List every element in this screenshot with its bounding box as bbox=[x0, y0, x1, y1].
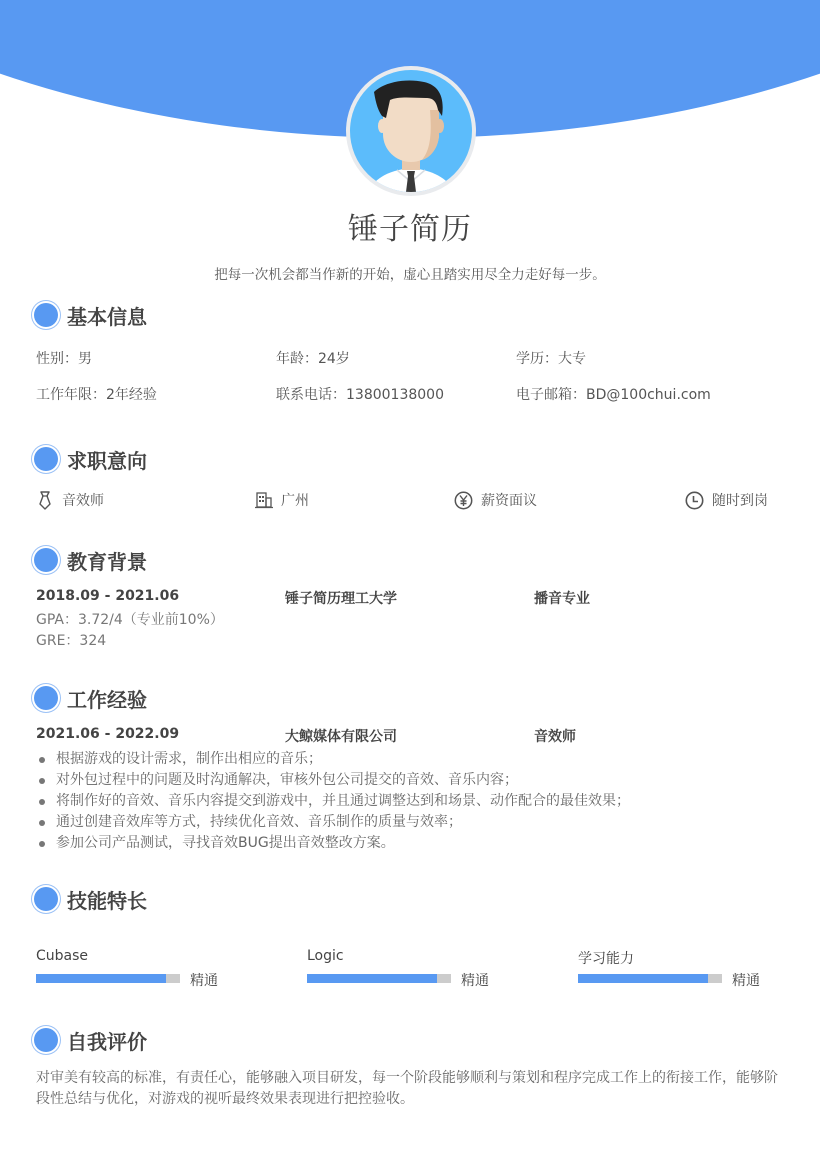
skill-item bbox=[307, 948, 527, 990]
intent-label: 广州 bbox=[281, 493, 309, 509]
work-position: 音效师 bbox=[534, 729, 576, 745]
list-item: 通过创建音效库等方式，持续优化音效、音乐制作的质量与效率； bbox=[36, 812, 796, 833]
section-bullet-icon bbox=[34, 548, 58, 572]
clock-icon bbox=[685, 491, 704, 510]
section-bullet-icon bbox=[34, 1028, 58, 1052]
work-entry bbox=[36, 726, 796, 854]
section-title: 教育背景 bbox=[67, 549, 147, 574]
intent-availability bbox=[685, 490, 768, 510]
info-row bbox=[36, 384, 796, 420]
skill-name: 学习能力 bbox=[578, 951, 634, 967]
skill-progress-bar bbox=[578, 974, 722, 983]
intent-position bbox=[36, 490, 104, 510]
education-major: 播音专业 bbox=[534, 591, 590, 607]
work-period: 2021.06 - 2022.09 bbox=[36, 726, 180, 742]
person-avatar-icon bbox=[350, 70, 472, 192]
age-field: 年龄：24岁 bbox=[276, 351, 350, 367]
info-row bbox=[36, 348, 796, 384]
list-item: 参加公司产品测试，寻找音效BUG提出音效整改方案。 bbox=[36, 833, 796, 854]
intent-city bbox=[255, 490, 309, 510]
intent-label: 随时到岗 bbox=[712, 493, 768, 509]
skill-item bbox=[578, 948, 798, 990]
intent-label: 薪资面议 bbox=[481, 493, 537, 509]
skill-name: Logic bbox=[307, 948, 344, 964]
section-bullet-icon bbox=[34, 303, 58, 327]
tie-icon bbox=[36, 490, 54, 510]
email-field: 电子邮箱：BD@100chui.com bbox=[516, 387, 711, 403]
section-header-job-intent bbox=[33, 446, 147, 472]
list-item: 对外包过程中的问题及时沟通解决，审核外包公司提交的音效、音乐内容； bbox=[36, 770, 796, 791]
resume-motto: 把每一次机会都当作新的开始，虚心且踏实用尽全力走好每一步。 bbox=[214, 267, 606, 283]
building-icon bbox=[255, 491, 273, 509]
list-item: 将制作好的音效、音乐内容提交到游戏中，并且通过调整达到和场景、动作配合的最佳效果； bbox=[36, 791, 796, 812]
work-years-field: 工作年限：2年经验 bbox=[36, 387, 157, 403]
education-gre: GRE：324 bbox=[36, 633, 107, 649]
skill-name: Cubase bbox=[36, 948, 89, 964]
skill-level: 精通 bbox=[732, 973, 760, 989]
section-bullet-icon bbox=[34, 887, 58, 911]
intent-label: 音效师 bbox=[62, 493, 104, 509]
section-bullet-icon bbox=[34, 447, 58, 471]
section-title: 技能特长 bbox=[67, 888, 147, 913]
education-gpa: GPA：3.72/4（专业前10%） bbox=[36, 612, 224, 628]
skill-progress-bar bbox=[36, 974, 180, 983]
job-intent-row bbox=[36, 490, 776, 512]
section-title: 基本信息 bbox=[67, 304, 147, 329]
resume-title: 锤子简历 bbox=[348, 212, 472, 247]
skill-item bbox=[36, 948, 256, 990]
section-header-skills bbox=[33, 886, 147, 912]
skill-level: 精通 bbox=[190, 973, 218, 989]
section-bullet-icon bbox=[34, 686, 58, 710]
basic-info-grid bbox=[36, 348, 796, 420]
education-school: 锤子简历理工大学 bbox=[285, 591, 397, 607]
list-item: 根据游戏的设计需求，制作出相应的音乐； bbox=[36, 749, 796, 770]
section-header-work bbox=[33, 685, 147, 711]
yen-icon bbox=[454, 491, 473, 510]
section-header-self-eval bbox=[33, 1027, 147, 1053]
skill-progress-bar bbox=[307, 974, 451, 983]
education-period: 2018.09 - 2021.06 bbox=[36, 588, 180, 604]
skill-level: 精通 bbox=[461, 973, 489, 989]
phone-field: 联系电话：13800138000 bbox=[276, 387, 444, 403]
section-title: 自我评价 bbox=[67, 1029, 147, 1054]
self-evaluation-text: 对审美有较高的标准，有责任心，能够融入项目研发，每一个阶段能够顺利与策划和程序完成工作上的衔接工作，能够阶段性总结与优化，对游戏的视听最终效果表现进行把控验收。 bbox=[36, 1070, 778, 1107]
education-level-field: 学历：大专 bbox=[516, 351, 586, 367]
intent-salary bbox=[454, 490, 537, 510]
avatar bbox=[346, 66, 476, 196]
section-header-education bbox=[33, 547, 147, 573]
gender-field: 性别：男 bbox=[36, 351, 92, 367]
section-title: 求职意向 bbox=[67, 448, 147, 473]
section-title: 工作经验 bbox=[67, 687, 147, 712]
work-duties-list bbox=[36, 749, 796, 854]
education-entry bbox=[36, 588, 796, 652]
section-header-basic-info bbox=[33, 302, 147, 328]
work-company: 大鲸媒体有限公司 bbox=[285, 729, 397, 745]
